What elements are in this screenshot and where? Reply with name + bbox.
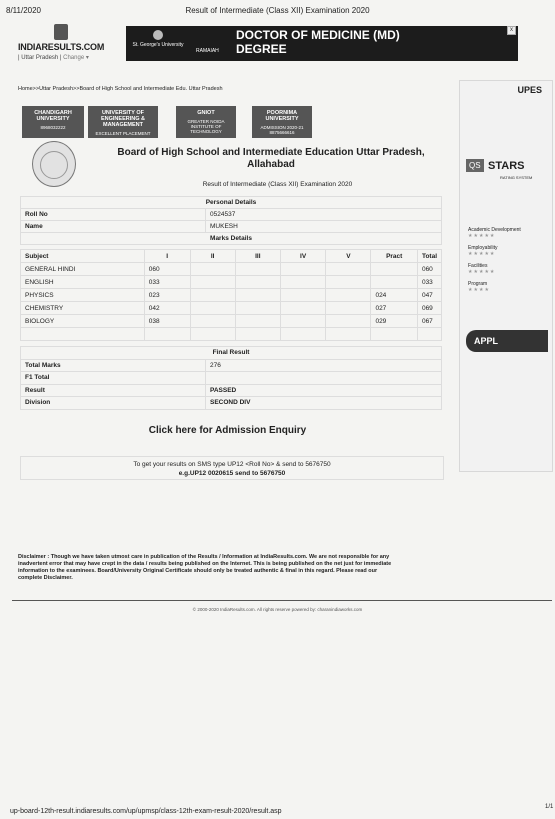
category-facilities: Facilities ★★★★★ <box>468 263 496 275</box>
division-value: SECOND DIV <box>206 397 442 410</box>
f1-total-value <box>206 372 442 385</box>
qs-stars: QS STARS RATING SYSTEM <box>466 157 544 189</box>
board-title: Board of High School and Intermediate Education Uttar Pradesh, Allahabad <box>117 147 425 170</box>
personal-details-heading: Personal Details <box>21 197 442 209</box>
close-icon[interactable]: x <box>507 26 516 35</box>
banner-degree: DOCTOR OF MEDICINE (MD) DEGREE <box>236 28 400 56</box>
print-title: Result of Intermediate (Class XII) Examination 2020 <box>185 6 370 15</box>
admission-enquiry-link[interactable]: Click here for Admission Enquiry <box>148 425 307 436</box>
table-row: BIOLOGY 038 029 067 <box>21 315 442 328</box>
col-v: V <box>326 250 371 263</box>
category-program: Program ★★★★ <box>468 281 490 293</box>
col-i: I <box>144 250 190 263</box>
name-label: Name <box>21 221 206 233</box>
table-row: CHEMISTRY 042 027 069 <box>21 302 442 315</box>
marks-table <box>20 249 442 341</box>
name-value: MUKESH <box>206 221 442 233</box>
logo-icon <box>54 24 68 40</box>
col-total: Total <box>417 250 441 263</box>
banner-ramaiah: RAMAIAH <box>196 48 219 54</box>
page-number: 1/1 <box>545 804 554 810</box>
logo-name: INDIARESULTS.COM <box>18 42 105 52</box>
table-row: PHYSICS 023 024 047 <box>21 289 442 302</box>
apply-button[interactable]: APPL <box>466 330 548 352</box>
footer-divider <box>12 600 552 601</box>
roll-value: 0524537 <box>206 209 442 221</box>
col-subject: Subject <box>21 250 145 263</box>
table-row: GENERAL HINDI 060 060 <box>21 263 442 276</box>
sms-line-2: e.g.UP12 0020615 send to 5676750 <box>178 470 286 477</box>
sidebar-ad[interactable] <box>459 80 553 472</box>
ad-chandigarh[interactable]: CHANDIGARH UNIVERSITY 8968032222 <box>22 106 84 138</box>
roll-label: Roll No <box>21 209 206 221</box>
breadcrumb[interactable]: Home>>Uttar Pradesh>>Board of High School and Intermediate Edu. Uttar Pradesh <box>18 86 223 92</box>
category-employability: Employability ★★★★★ <box>468 245 498 257</box>
marks-header-row <box>21 250 442 263</box>
page-url: up-board-12th-result.indiaresults.com/up/upmsp/class-12th-exam-result-2020/result.asp <box>10 808 282 815</box>
total-marks-label: Total Marks <box>21 359 206 372</box>
col-iii: III <box>235 250 280 263</box>
table-row: ENGLISH 033 033 <box>21 276 442 289</box>
category-academic: Academic Development ★★★★★ <box>468 227 521 239</box>
result-label: Result <box>21 384 206 397</box>
col-pract: Pract <box>371 250 418 263</box>
ad-uem[interactable]: UNIVERSITY OF ENGINEERING & MANAGEMENT EXCELLENT PLACEMENT <box>88 106 158 138</box>
board-subtitle: Result of Intermediate (Class XII) Examination 2020 <box>202 181 353 188</box>
final-result-table <box>20 346 442 410</box>
ad-banner[interactable] <box>126 26 518 61</box>
f1-total-label: F1 Total <box>21 372 206 385</box>
total-marks-value: 276 <box>206 359 442 372</box>
upes-logo: UPES <box>517 85 542 95</box>
copyright-text: © 2000-2020 IndiaResults.com. All rights reserve powered by: charanindiaworks.com <box>192 607 363 612</box>
marks-details-heading: Marks Details <box>21 233 442 245</box>
change-link[interactable]: Change ▾ <box>63 55 89 61</box>
final-result-heading: Final Result <box>21 347 442 360</box>
site-logo[interactable] <box>18 24 118 61</box>
personal-details-table <box>20 196 442 245</box>
university-seal-icon <box>153 30 163 40</box>
result-value: PASSED <box>206 384 442 397</box>
ad-gniot[interactable]: GNIOT GREATER NOIDA INSTITUTE OF TECHNOLOGY <box>176 106 236 138</box>
table-row-empty <box>21 328 442 341</box>
sms-info-box <box>20 456 444 480</box>
col-iv: IV <box>280 250 325 263</box>
sms-line-1: To get your results on SMS type UP12 <Roll No> & send to 5676750 <box>133 461 331 468</box>
col-ii: II <box>190 250 235 263</box>
logo-location: | Uttar Pradesh | Change ▾ <box>18 55 89 61</box>
disclaimer-text: Disclaimer : Though we have taken utmost care in publication of the Results / Information at IndiaResults.com. We are not responsible for any inadvertent error that may have crept in the data / results being published on the Internet. This is being published on the net just for immediate information to the examinees. Board/University Original Certificate should only be treated authentic & final in this regard. Please read our complete Disclaimer. <box>18 554 392 581</box>
banner-university: St. George's University <box>130 30 186 48</box>
print-date: 8/11/2020 <box>6 6 41 15</box>
division-label: Division <box>21 397 206 410</box>
ad-poornima[interactable]: POORNIMA UNIVERSITY ADMISSION 2020-21 8875666616 <box>252 106 312 138</box>
